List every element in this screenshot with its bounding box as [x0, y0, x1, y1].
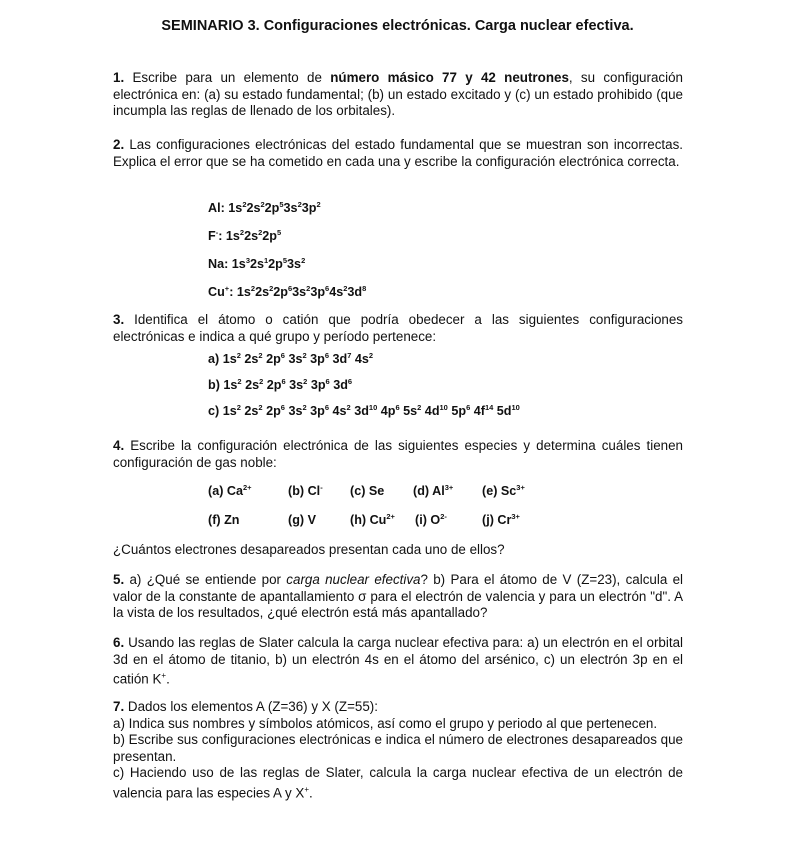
species-d: (d) $Al^{3+}$ — [413, 483, 454, 498]
question-7-a: a) Indica sus nombres y símbolos atómicos, así como el grupo y periodo al que pertenecen. — [113, 715, 658, 731]
config-na: Na: $1s^32s^12p^53s^2$ — [208, 256, 306, 271]
question-7-b: b) Escribe sus configuraciones electrónicas e indica el número de electrones desapareados que presentan. — [113, 732, 683, 764]
config-3b: b) $1s^2$ $2s^2$ $2p^6$ $3s^2$ $3p^6$ $3d^6$ — [208, 377, 353, 392]
config-3a-label: a) — [208, 352, 223, 366]
question-3 — [113, 312, 683, 345]
species-f: (f) Zn — [208, 513, 240, 527]
question-6-text-post: . — [166, 671, 170, 687]
question-5-number: 5. — [113, 572, 125, 587]
question-3-text: Identifica el átomo o catión que podría obedecer a las siguientes configuraciones electrónicas e indica a qué grupo y período pertenece: — [113, 312, 683, 344]
question-6-sup: + — [161, 671, 167, 680]
question-4-number: 4. — [113, 438, 125, 453]
config-3c: c) $1s^2$ $2s^2$ $2p^6$ $3s^2$ $3p^6$ $4s^2$ $3d^{10}$ $4p^6$ $5s^2$ $4d^{10}$ $5p^6$ $4f^{14}$ $5d^{10}$ — [208, 403, 520, 418]
species-i: (i) $O^{2-}$ — [415, 512, 447, 527]
species-j: (j) $Cr^{3+}$ — [482, 512, 520, 527]
question-5-text-post: ? b) Para el átomo de V (Z=23), calcula el valor de la constante de apantallamiento σ para el electrón de valencia y para un electrón "d". A la vista de los resultados, ¿qué electrón está más apantallado? — [113, 572, 683, 620]
question-1-text-post: , su configuración electrónica en: (a) su estado fundamental; (b) un estado excitado y (c) un estado prohibido (que incumpla las reglas de llenado de los orbitales). — [113, 70, 683, 118]
question-6-number: 6. — [113, 635, 125, 650]
config-3c-label: c) — [208, 404, 223, 418]
config-3a: a) $1s^2$ $2s^2$ $2p^6$ $3s^2$ $3p^6$ $3d^7$ $4s^2$ — [208, 351, 374, 366]
question-7-c-sup: + — [304, 784, 309, 794]
question-5-text-pre: a) ¿Qué se entiende por — [124, 572, 287, 587]
question-7-c-text: c) Haciendo uso de las reglas de Slater, calcula la carga nuclear efectiva de un electrón de valencia para las especies A y X — [113, 765, 683, 800]
config-na-label: Na: — [208, 257, 232, 271]
question-7-c-end: . — [308, 784, 313, 800]
question-3-number: 3. — [113, 312, 125, 327]
question-1-text-pre: Escribe para un elemento de — [124, 70, 331, 85]
question-7-number: 7. — [113, 699, 125, 714]
question-2 — [113, 137, 683, 170]
config-al-label: Al: — [208, 201, 229, 215]
question-4-followup: ¿Cuántos electrones desapareados presentan cada uno de ellos? — [113, 542, 505, 557]
config-cu-label: Cu — [208, 285, 225, 299]
question-6-text-pre: Usando las reglas de Slater calcula la carga nuclear efectiva para: a) un electrón en el orbital 3d en el átomo de titanio, b) un electrón 4s en el átomo del arsénico, c) un electrón 3p en el catión K — [113, 635, 683, 687]
question-4-text: Escribe la configuración electrónica de las siguientes especies y determina cuáles tienen configuración de gas noble: — [113, 438, 683, 470]
species-c: (c) Se — [350, 484, 385, 498]
config-3b-label: b) — [208, 378, 224, 392]
config-f-label: F — [208, 229, 216, 243]
question-2-number: 2. — [113, 137, 125, 152]
species-a: (a) $Ca^{2+}$ — [208, 483, 252, 498]
config-f: F-: $1s^22s^22p^5$ — [208, 228, 282, 243]
page-title: SEMINARIO 3. Configuraciones electrónicas. Carga nuclear efectiva. — [161, 18, 634, 34]
species-e: (e) $Sc^{3+}$ — [482, 483, 525, 498]
question-4 — [113, 438, 683, 471]
question-7-c — [113, 765, 683, 801]
species-b: (b) Cl- — [288, 483, 323, 498]
config-cu: Cu+: $1s^22s^22p^63s^23p^64s^23d^8$ — [208, 284, 367, 299]
question-6 — [113, 635, 683, 688]
question-1-number: 1. — [113, 70, 125, 85]
config-al: Al: $1s^22s^22p^53s^23p^2$ — [208, 200, 321, 215]
question-2-text: Las configuraciones electrónicas del estado fundamental que se muestran son incorrectas. Explica el error que se ha cometido en cada una y escribe la configuración electrónica correcta. — [113, 137, 683, 169]
question-5 — [113, 572, 683, 622]
question-1 — [113, 70, 683, 120]
question-5-italic: carga nuclear efectiva — [286, 572, 421, 587]
question-7-intro-text: Dados los elementos A (Z=36) y X (Z=55): — [124, 699, 378, 714]
question-1-bold: número másico 77 y 42 neutrones — [330, 70, 569, 85]
species-h: (h) $Cu^{2+}$ — [350, 512, 395, 527]
question-7-intro — [113, 699, 683, 716]
question-7 — [113, 699, 683, 801]
species-g: (g) V — [288, 513, 316, 527]
